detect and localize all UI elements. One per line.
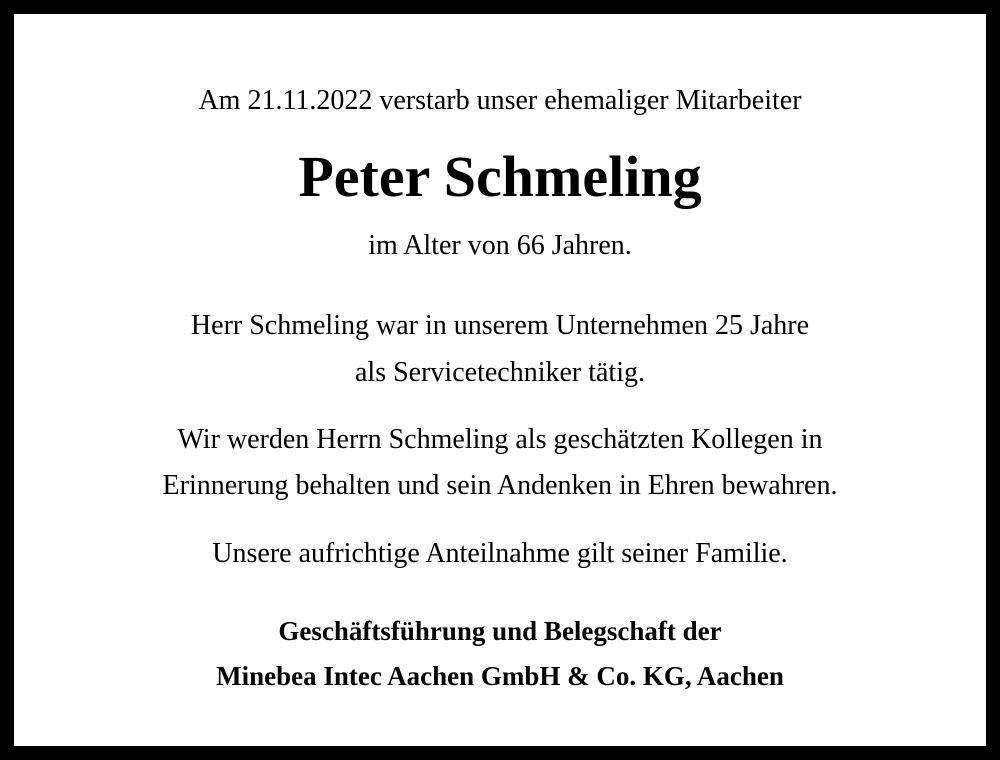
tenure-line-2: als Servicetechniker tätig. [355,357,645,388]
deceased-name: Peter Schmeling [298,144,702,209]
signature-line-2: Minebea Intec Aachen GmbH & Co. KG, Aachen [216,661,784,691]
tenure-line-1: Herr Schmeling war in unserem Unternehmen 25 Jahre [190,310,810,341]
intro-line: Am 21.11.2022 verstarb unser ehemaliger Mitarbeiter [198,85,802,116]
memory-line-2: Erinnerung behalten und sein Andenken in Ehren bewahren. [162,470,838,501]
condolence-line: Unsere aufrichtige Anteilnahme gilt seiner Familie. [212,538,788,569]
memory-line-1: Wir werden Herrn Schmeling als geschätzten Kollegen in [177,424,823,455]
age-line: im Alter von 66 Jahren. [368,230,632,261]
signature-line-1: Geschäftsführung und Belegschaft der [278,616,722,646]
